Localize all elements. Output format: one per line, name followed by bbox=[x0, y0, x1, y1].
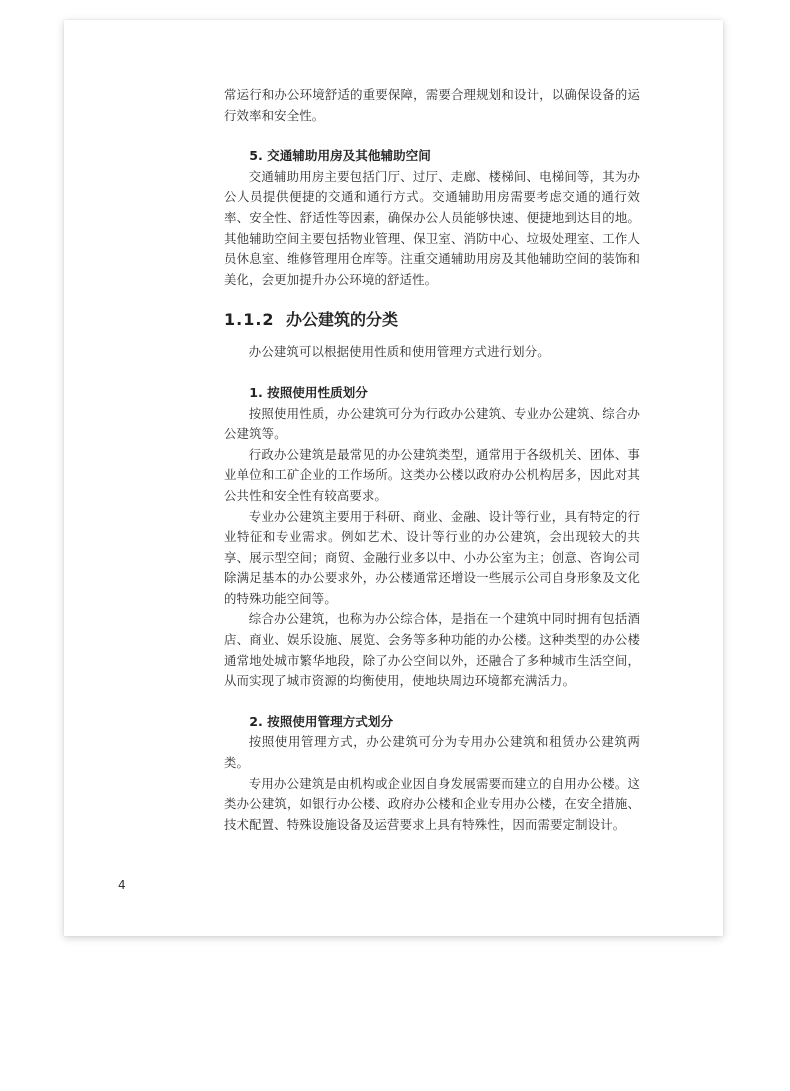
document-page bbox=[64, 20, 723, 936]
section5-body: 交通辅助用房主要包括门厅、过厅、走廊、楼梯间、电梯间等，其为办公人员提供便捷的交通和通行方式。交通辅助用房需要考虑交通的通行效率、安全性、舒适性等因素，确保办公人员能够快速、便捷地到达目的地。其他辅助空间主要包括物业管理、保卫室、消防中心、垃圾处理室、工作人员休息室、维修管理用仓库等。注重交通辅助用房及其他辅助空间的装饰和美化，会更加提升办公环境的舒适性。 bbox=[224, 168, 640, 287]
chapter-number: 1.1.2 bbox=[224, 310, 275, 330]
paragraph: 行政办公建筑是最常见的办公建筑类型，通常用于各级机关、团体、事业单位和工矿企业的工作场所。这类办公楼以政府办公机构居多，因此对其公共性和安全性有较高要求。 bbox=[224, 446, 640, 503]
paragraph: 按照使用性质，办公建筑可分为行政办公建筑、专业办公建筑、综合办公建筑等。 bbox=[224, 405, 640, 442]
paragraph: 专业办公建筑主要用于科研、商业、金融、设计等行业，具有特定的行业特征和专业需求。例如艺术、设计等行业的办公建筑，会出现较大的共享、展示型空间；商贸、金融行业多以中、小办公室为主；创意、咨询公司除满足基本的办公要求外，办公楼通常还增设一些展示公司自身形象及文化的特殊功能空间等。 bbox=[224, 508, 640, 606]
paragraph: 按照使用管理方式，办公建筑可分为专用办公建筑和租赁办公建筑两类。 bbox=[224, 734, 640, 771]
paragraph: 专用办公建筑是由机构或企业因自身发展需要而建立的自用办公楼。这类办公建筑，如银行办公楼、政府办公楼和企业专用办公楼，在安全措施、技术配置、特殊设施设备及运营要求上具有特殊性，因而需要定制设计。 bbox=[224, 775, 640, 832]
subsection-heading-2: 2. 按照使用管理方式划分 bbox=[249, 713, 394, 729]
section-heading-5: 5. 交通辅助用房及其他辅助空间 bbox=[249, 148, 431, 164]
chapter-intro: 办公建筑可以根据使用性质和使用管理方式进行划分。 bbox=[248, 344, 550, 360]
subsection-heading-1: 1. 按照使用性质划分 bbox=[249, 384, 368, 400]
chapter-title: 办公建筑的分类 bbox=[286, 310, 399, 330]
page-content bbox=[224, 85, 640, 835]
continued-paragraph: 常运行和办公环境舒适的重要保障，需要合理规划和设计，以确保设备的运行效率和安全性。 bbox=[224, 87, 640, 123]
paragraph: 综合办公建筑，也称为办公综合体，是指在一个建筑中同时拥有包括酒店、商业、娱乐设施、展览、会务等多种功能的办公楼。这种类型的办公楼通常地处城市繁华地段，除了办公空间以外，还融合了多种城市生活空间，从而实现了城市资源的均衡使用，使地块周边环境都充满活力。 bbox=[224, 611, 640, 689]
page-number: 4 bbox=[118, 878, 126, 892]
chapter-heading bbox=[224, 308, 640, 332]
